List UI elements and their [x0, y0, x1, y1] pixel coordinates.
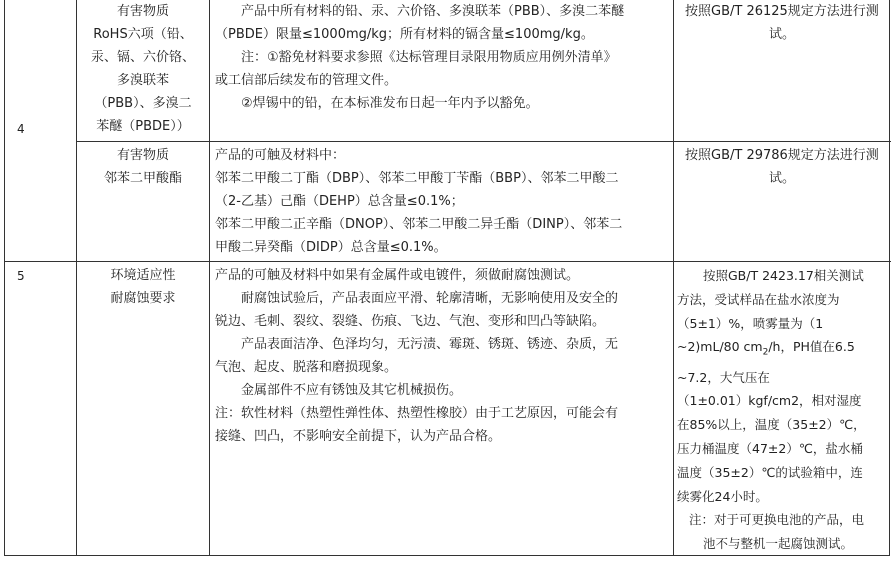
item-line: 环境适应性 [110, 268, 176, 283]
row-divider [76, 141, 891, 142]
method-cell [685, 144, 885, 190]
requirement-cell [215, 0, 670, 115]
requirement-line: 邻苯二甲酸二丁酯（DBP）、邻苯二甲酸丁苄酯（BBP）、邻苯二甲酸二 [215, 171, 619, 186]
item-line: 有害物质 [116, 4, 169, 19]
method-line-part: ~2)mL/80 cm [677, 339, 763, 355]
item-line: RoHS六项（铅、 [93, 27, 193, 42]
method-line: 试。 [769, 171, 796, 186]
item-line: 邻苯二甲酸酯 [103, 171, 182, 186]
item-line: （PBB）、多溴二 [94, 96, 192, 111]
requirement-cell [215, 264, 670, 448]
method-line: 按照GB/T 2423.17相关测试 [703, 268, 864, 283]
spec-table [4, 0, 890, 556]
requirement-line: 产品表面洁净、色泽均匀，无污渍、霉斑、锈斑、锈迹、杂质，无 [241, 337, 619, 352]
method-line: 按照GB/T 29786规定方法进行测 [685, 148, 879, 163]
method-line: 注：对于可更换电池的产品，电 [689, 512, 865, 528]
method-line: （1±0.01）kgf/cm2，相对湿度 [677, 393, 862, 409]
requirement-line: 锐边、毛刺、裂纹、裂缝、伤痕、飞边、气泡、变形和凹凸等缺陷。 [215, 314, 606, 329]
method-cell [677, 264, 889, 556]
requirement-line: 产品的可触及材料中如果有金属件或电镀件，须做耐腐蚀测试。 [215, 268, 580, 283]
item-line: 苯醚（PBDE）） [96, 119, 190, 134]
item-line: 汞、镉、六价铬、 [90, 50, 195, 65]
requirement-line: 金属部件不应有锈蚀及其它机械损伤。 [241, 383, 463, 398]
column-divider [209, 0, 210, 555]
requirement-line: 接缝、凹凸，不影响安全前提下，认为产品合格。 [215, 429, 502, 444]
requirement-cell [215, 144, 670, 259]
requirement-line: 注：①豁免材料要求参照《达标管理目录限用物质应用例外清单》 [241, 50, 617, 65]
requirement-line: 产品的可触及材料中： [215, 148, 346, 163]
method-line: 试。 [769, 27, 796, 42]
item-line: 多溴联苯 [116, 73, 169, 88]
item-line: 耐腐蚀要求 [110, 291, 176, 306]
requirement-line: （2-乙基）己酯（DEHP）总含量≤0.1%； [215, 194, 464, 209]
method-line-part: /h，PH值在6.5 [768, 339, 855, 355]
column-divider [673, 0, 674, 555]
method-line: 按照GB/T 26125规定方法进行测 [685, 4, 879, 19]
requirement-line: 耐腐蚀试验后，产品表面应平滑、轮廓清晰，无影响使用及安全的 [241, 291, 619, 306]
requirement-line: 或工信部后续发布的管理文件。 [215, 73, 398, 88]
requirement-line: ②焊锡中的铅，在本标准发布日起一年内予以豁免。 [241, 96, 539, 111]
item-cell [77, 264, 209, 310]
superscript-2: 2 [762, 347, 769, 358]
requirement-line: 产品中所有材料的铅、汞、六价铬、多溴联苯（PBB）、多溴二苯醚 [241, 4, 625, 19]
method-cell [685, 0, 885, 46]
item-line: 有害物质 [116, 148, 169, 163]
requirement-line: 气泡、起皮、脱落和磨损现象。 [215, 360, 398, 375]
method-line: （5±1）%，喷雾量为（1 [677, 315, 824, 331]
requirement-line: 邻苯二甲酸二正辛酯（DNOP）、邻苯二甲酸二异壬酯（DINP）、邻苯二 [215, 217, 623, 232]
row-divider [5, 261, 891, 262]
requirement-line: （PBDE）限量≤1000mg/kg；所有材料的镉含量≤100mg/kg。 [215, 27, 594, 42]
item-cell [77, 144, 209, 190]
row-number: 4 [17, 122, 25, 136]
requirement-line: 甲酸二异癸酯（DIDP）总含量≤0.1%。 [215, 240, 447, 255]
method-line: 方法，受试样品在盐水浓度为 [677, 291, 840, 307]
row-number: 5 [17, 269, 25, 283]
method-line: 池不与整机一起腐蚀测试。 [703, 536, 854, 552]
method-line: 在85%以上，温度（35±2）℃， [677, 417, 866, 433]
method-line: 续雾化24小时。 [677, 488, 768, 504]
requirement-line: 注：软性材料（热塑性弹性体、热塑性橡胶）由于工艺原因，可能会有 [215, 406, 619, 421]
method-line: 压力桶温度（47±2）℃，盐水桶 [677, 441, 863, 457]
method-line [677, 335, 889, 365]
method-line: 温度（35±2）℃的试验箱中，连 [677, 464, 863, 480]
method-line: ~7.2，大气压在 [677, 369, 770, 385]
item-cell [77, 0, 209, 138]
